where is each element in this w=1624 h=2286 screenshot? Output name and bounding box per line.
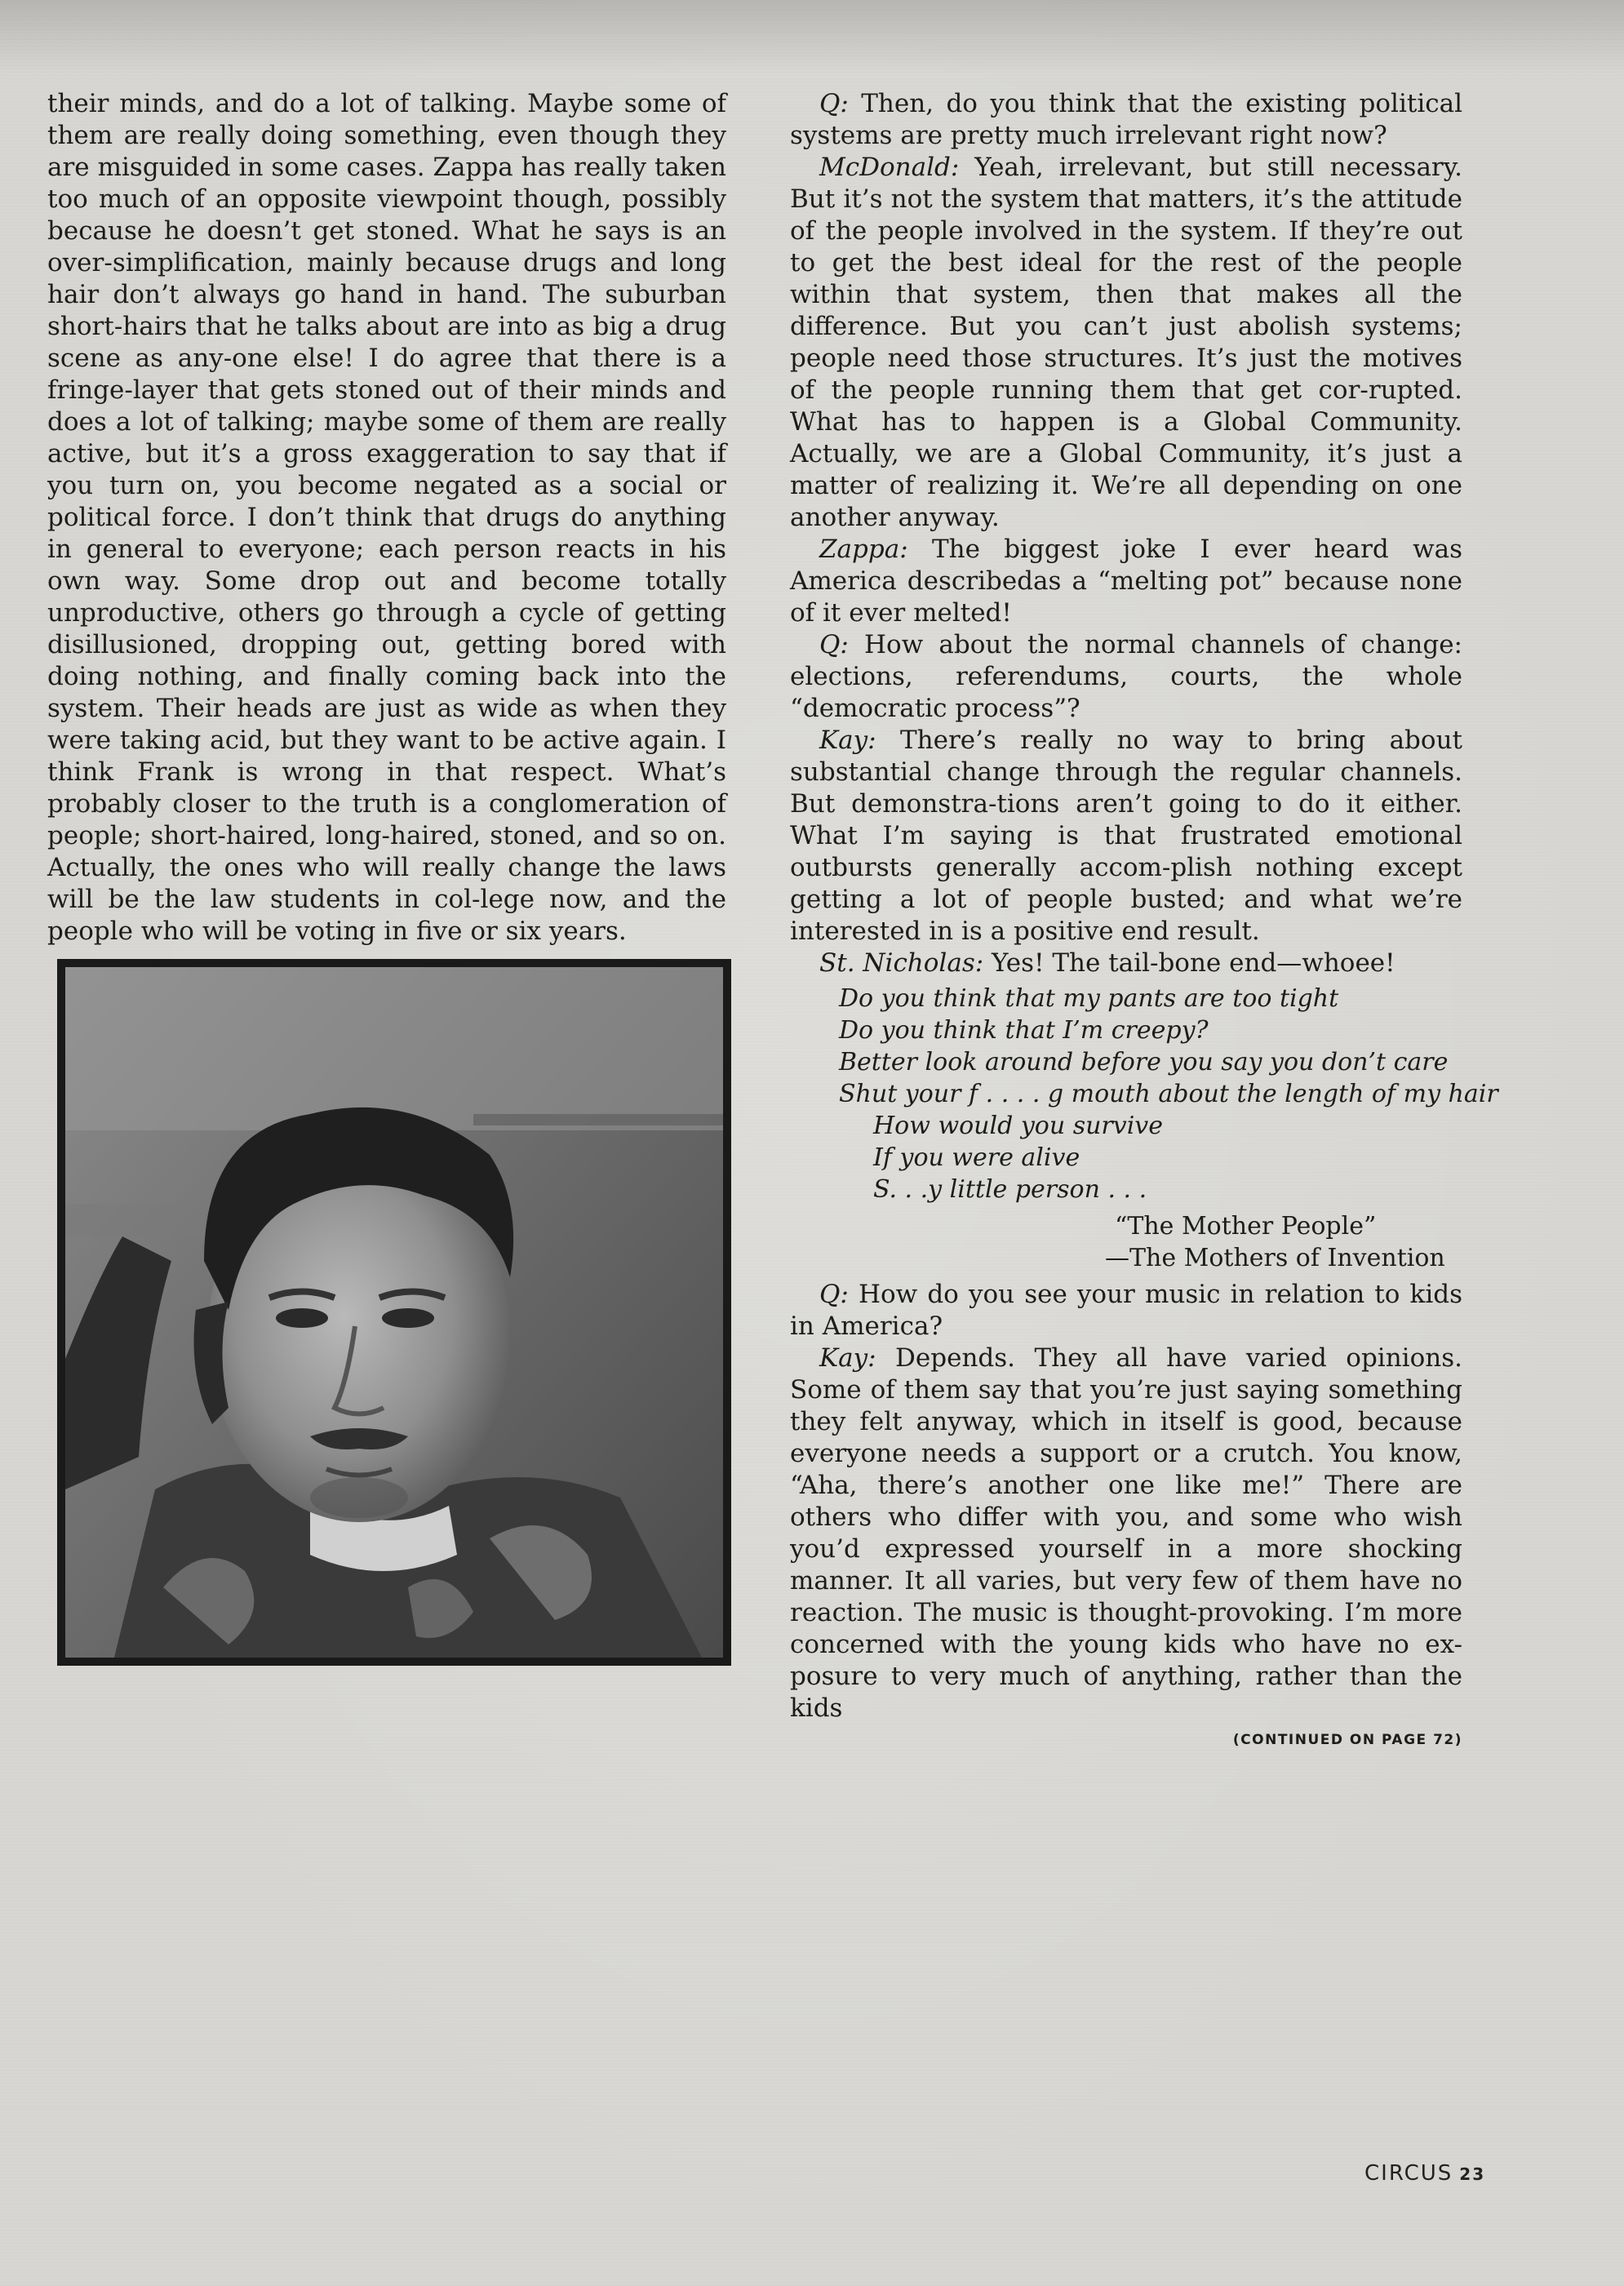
song-lyrics [839, 983, 1498, 1205]
paragraph-text: The biggest joke I ever heard was America describedas a “melting pot” because none of it ever melted! [790, 535, 1462, 628]
magazine-name: CIRCUS [1364, 2161, 1453, 2186]
lyric-line: Shut your f . . . . g mouth about the length of my hair [839, 1080, 1498, 1108]
answer-paragraph [790, 534, 1462, 629]
continued-notice: (CONTINUED ON PAGE 72) [1232, 1732, 1462, 1748]
answer-paragraph [790, 152, 1462, 534]
paragraph-text: Yeah, irrelevant, but still necessary. But it’s not the system that matters, it’s the attitude of the people involved in the system. If they’re out to get the best ideal for the rest of the people within that system, then that makes all the difference. But you can’t just abolish systems; people need those structures. It’s just the motives of the people running them that get cor-rupted. What has to happen is a Global Community. Actually, we are a Global Community, it’s just a matter of realizing it. We’re all depending on one another anyway. [790, 153, 1462, 532]
speaker-label: Zappa: [819, 535, 908, 564]
song-credit [790, 1210, 1462, 1274]
left-paragraph: their minds, and do a lot of talking. Maybe some of them are really doing something, even though they are misguided in some cases. Zappa has really taken too much of an opposite viewpoint though, possibly because he doesn’t get stoned. What he says is an over-simplification, mainly because drugs and long hair don’t always go hand in hand. The suburban short-hairs that he talks about are into as big a drug scene as any-one else! I do agree that there is a fringe-layer that gets stoned out of their minds and does a lot of talking; maybe some of them are really active, but it’s a gross exaggeration to say that if you turn on, you become negated as a social or political force. I don’t think that drugs do anything in general to everyone; each person reacts in his own way. Some drop out and become totally unproductive, others go through a cycle of getting disillusioned, dropping out, getting bored with doing nothing, and finally coming back into the system. Their heads are just as wide as when they were taking acid, but they want to be active again. I think Frank is wrong in that respect. What’s probably closer to the truth is a conglomeration of people; short-haired, long-haired, stoned, and so on. Actually, the ones who will really change the laws will be the law students in col-lege now, and the people who will be voting in five or six years. [47, 89, 726, 946]
paragraph-text: How about the normal channels of change: elections, referendums, courts, the whole “democratic process”? [790, 630, 1462, 723]
speaker-label: Kay: [819, 1343, 876, 1373]
speaker-label: Q: [819, 89, 849, 118]
lyric-line: Do you think that I’m creepy? [839, 1016, 1209, 1045]
question-paragraph [790, 88, 1462, 152]
paragraph-text: There’s really no way to bring about substantial change through the regular channels. But demonstra-tions aren’t going to do it either. What I’m saying is that frustrated emotional outbursts generally accom-plish nothing except getting a lot of people busted; and what we’re interested in is a positive end result. [790, 726, 1462, 946]
song-artist: —The Mothers of Invention [1105, 1244, 1445, 1272]
page-number: 23 [1459, 2164, 1486, 2184]
question-paragraph [790, 1279, 1462, 1343]
question-paragraph [790, 629, 1462, 725]
lyric-line: How would you survive [873, 1112, 1164, 1140]
lyric-line: Do you think that my pants are too tight [839, 984, 1339, 1013]
right-column [790, 88, 1498, 1756]
speaker-label: Q: [819, 1280, 849, 1309]
portrait-photo [57, 959, 731, 1666]
paragraph-text: Yes! The tail-bone end—whoee! [983, 948, 1395, 978]
paragraph-text: Depends. They all have varied opinions. Some of them say that you’re just saying something they felt anyway, which in itself is good, because everyone needs a support or a crutch. You know, “Aha, there’s another one like me!” There are others who differ with you, and some who wish you’d expressed yourself in a more shocking manner. It all varies, but very few of them have no reaction. The music is thought-provoking. I’m more concerned with the young kids who have no ex-posure to very much of anything, rather than the kids [790, 1343, 1462, 1723]
speaker-label: St. Nicholas: [819, 948, 984, 978]
answer-paragraph [790, 1343, 1462, 1724]
paragraph-text: How do you see your music in relation to kids in America? [790, 1280, 1462, 1341]
speaker-label: Q: [819, 630, 849, 659]
paragraph-text: Then, do you think that the existing political systems are pretty much irrelevant right now? [790, 89, 1462, 150]
answer-paragraph [790, 725, 1462, 948]
page-top-shadow [0, 0, 1624, 73]
lyric-line: If you were alive [873, 1143, 1080, 1172]
page-footer [1364, 2161, 1485, 2186]
speaker-label: Kay: [819, 726, 876, 755]
speaker-label: McDonald: [819, 153, 960, 182]
portrait-photo-image [65, 967, 723, 1658]
answer-paragraph [790, 948, 1462, 979]
left-column [47, 88, 726, 948]
lyric-line: Better look around before you say you don’t care [839, 1048, 1449, 1076]
song-title: “The Mother People” [1115, 1212, 1377, 1241]
lyric-line: S. . .y little person . . . [873, 1175, 1147, 1204]
